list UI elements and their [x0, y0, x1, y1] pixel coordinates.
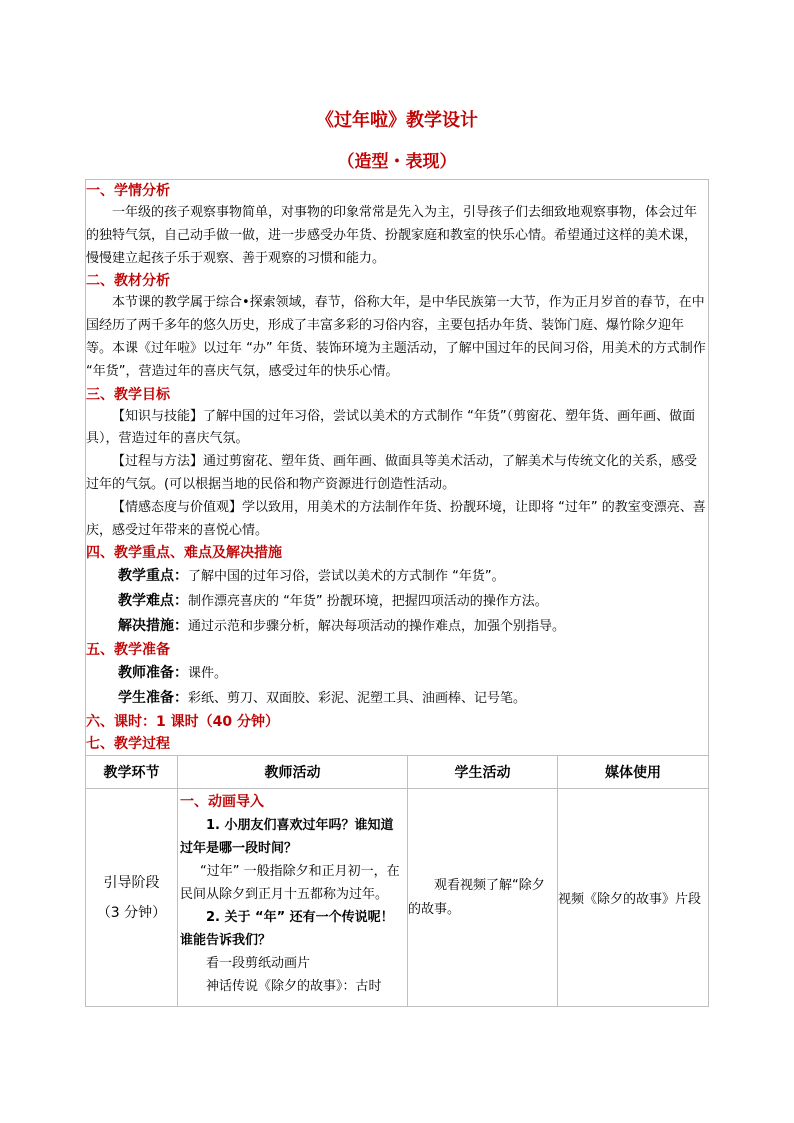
- teacher-activity-cell: [178, 789, 408, 1007]
- student-activity-text: 观看视频了解“除夕的故事。: [408, 877, 545, 917]
- section-heading-preparation: 五、教学准备: [86, 642, 170, 659]
- difficulty-row: [86, 589, 708, 614]
- student-prep-row: [86, 686, 708, 711]
- media-use-cell: [558, 789, 709, 1007]
- lesson-plan-table: [85, 179, 709, 1007]
- key-point-text: 了解中国的过年习俗，尝试以美术的方式制作 “年货”。: [188, 569, 505, 585]
- student-prep-label: 学生准备：: [118, 690, 188, 707]
- student-prep-text: 彩纸、剪刀、双面胶、彩泥、泥塑工具、油画棒、记号笔。: [188, 691, 527, 707]
- header-media-use: 媒体使用: [558, 756, 709, 789]
- section-heading-class-hours: 六、课时：1 课时（40 分钟）: [86, 714, 279, 731]
- teacher-answer-1: “过年” 一般指除夕和正月初一，在民间从除夕到正月十五都称为过年。: [180, 864, 400, 903]
- media-use-text: 视频《除夕的故事》片段: [558, 892, 702, 908]
- material-analysis-text: 本节课的教学属于综合•探索领域，春节，俗称大年，是中华民族第一大节，作为正月岁首的春节，在中国经历了两千多年的悠久历史，形成了丰富多彩的习俗内容，主要包括办年货、装饰门庭、爆竹除夕迎年等。本课《过年啦》以过年 “办” 年货、装饰环境为主题活动，了解中国过年的民间习俗，用美术的方式制作 “年货”，营造过年的喜庆气氛，感受过年的快乐心情。: [86, 295, 706, 379]
- section-heading-learner-analysis: 一、学情分析: [86, 183, 170, 199]
- teacher-prep-row: [86, 661, 708, 686]
- stage-duration: （3 分钟）: [96, 904, 167, 921]
- teacher-activity-content: [178, 789, 407, 1006]
- header-student-activity: 学生活动: [408, 756, 558, 789]
- teacher-line-1: 看一段剪纸动画片: [206, 956, 311, 972]
- table-row: [86, 789, 709, 1007]
- objective-knowledge-text: 【知识与技能】了解中国的过年习俗，尝试以美术的方式制作 “年货”（剪窗花、塑年货、画年画、做面具），营造过年的喜庆气氛。: [86, 408, 696, 447]
- solution-row: [86, 614, 708, 639]
- key-point-row: [86, 564, 708, 589]
- header-stage: 教学环节: [86, 756, 178, 789]
- teacher-line-2: 神话传说《除夕的故事》：古时: [206, 979, 382, 995]
- difficulty-text: 制作漂亮喜庆的 “年货” 扮靓环境，把握四项活动的操作方法。: [188, 594, 548, 610]
- learner-analysis-text: 一年级的孩子观察事物简单，对事物的印象常常是先入为主，引导孩子们去细致地观察事物，体会过年的独特气氛，自己动手做一做，进一步感受办年货、扮靓家庭和教室的快乐心情。希望通过这样的美术课，慢慢建立起孩子乐于观察、善于观察的习惯和能力。: [86, 205, 698, 266]
- section-heading-key-points: 四、教学重点、难点及解决措施: [86, 545, 282, 562]
- document-subtitle: （造型・表现）: [337, 152, 457, 172]
- solution-text: 通过示范和步骤分析，解决每项活动的操作难点，加强个别指导。: [188, 619, 566, 635]
- section-heading-process: 七、教学过程: [86, 736, 170, 753]
- student-activity-cell: [408, 789, 558, 1007]
- overview-cell: [86, 180, 709, 756]
- overview-row: [86, 180, 709, 756]
- objective-process-text: 【过程与方法】通过剪窗花、塑年货、画年画、做面具等美术活动，了解美术与传统文化的关系，感受过年的气氛。(可以根据当地的民俗和物产资源进行创造性活动。: [86, 454, 698, 492]
- teacher-question-1: 1. 小朋友们喜欢过年吗？谁知道过年是哪一段时间？: [180, 818, 394, 857]
- key-point-label: 教学重点：: [118, 568, 188, 585]
- document-title: 《过年啦》教学设计: [316, 110, 478, 131]
- solution-label: 解决措施：: [118, 618, 188, 635]
- section-heading-material-analysis: 二、教材分析: [86, 273, 170, 290]
- teacher-activity-heading: 一、动画导入: [180, 794, 264, 811]
- teacher-question-2: 2. 关于 “年” 还有一个传说呢！谁能告诉我们？: [180, 910, 394, 949]
- header-teacher-activity: 教师活动: [178, 756, 408, 789]
- teacher-prep-text: 课件。: [188, 666, 228, 682]
- difficulty-label: 教学难点：: [118, 593, 188, 610]
- section-heading-objectives: 三、教学目标: [86, 386, 170, 403]
- stage-cell: [86, 789, 178, 1007]
- teacher-prep-label: 教师准备：: [118, 665, 188, 682]
- objective-attitude-text: 【情感态度与价值观】学以致用，用美术的方法制作年货、扮靓环境，让即将 “过年” 的教室变漂亮、喜庆，感受过年带来的喜悦心情。: [86, 499, 706, 538]
- stage-name: 引导阶段: [103, 874, 160, 891]
- process-header-row: [86, 756, 709, 789]
